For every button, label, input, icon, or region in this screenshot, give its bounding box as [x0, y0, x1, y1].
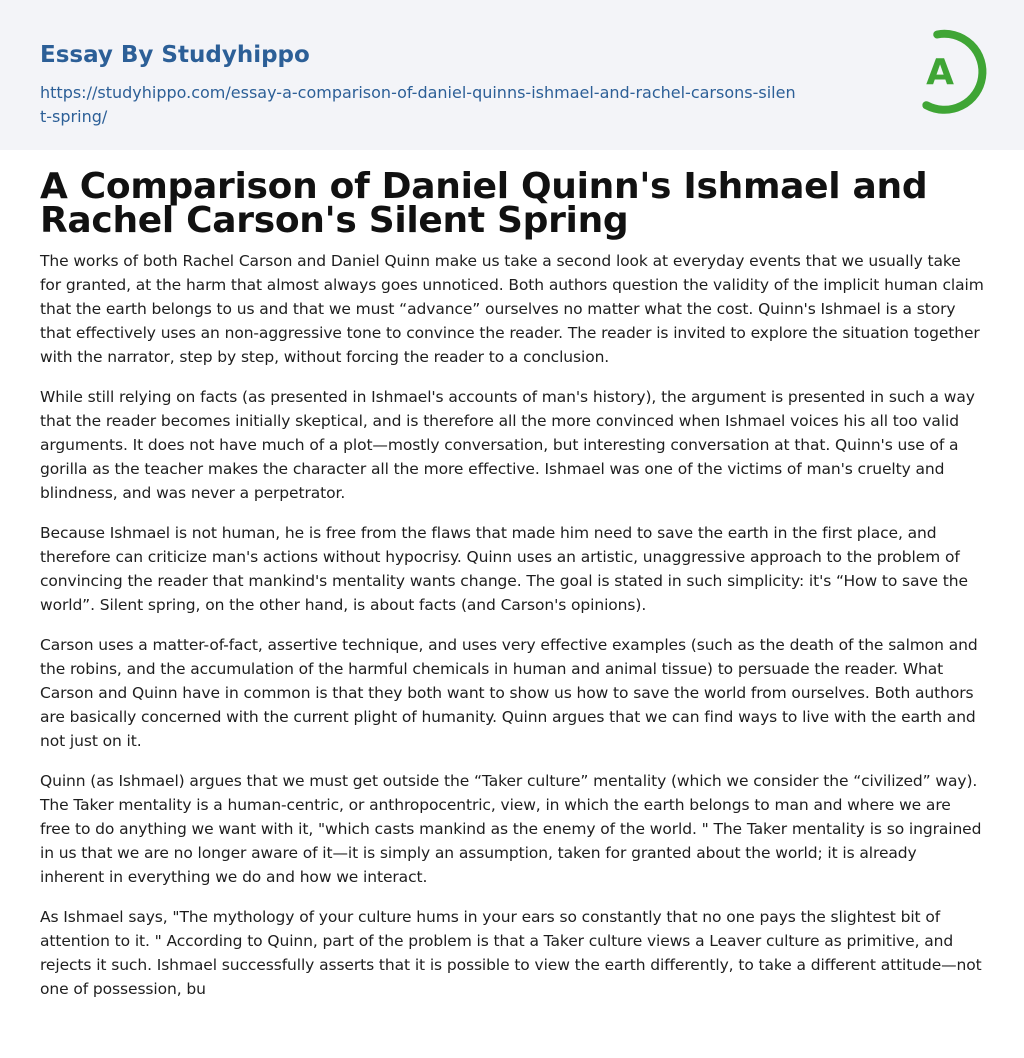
- essay-paragraph-4: Carson uses a matter-of-fact, assertive technique, and uses very effective examples (such as the death of the salmon and the robins, and the accumulation of the harmful chemicals in human and animal tissue) to persuade the reader. What Carson and Quinn have in common is that they both want to show us how to save the world from ourselves. Both authors are basically concerned with the current plight of humanity. Quinn argues that we can find ways to live with the earth and not just on it.: [40, 636, 978, 750]
- essay-url-link[interactable]: https://studyhippo.com/essay-a-comparison-of-daniel-quinns-ishmael-and-rachel-carsons-silent-spring/: [40, 83, 796, 126]
- essay-paragraph-6: As Ishmael says, "The mythology of your culture hums in your ears so constantly that no one pays the slightest bit of attention to it. " According to Quinn, part of the problem is that a Taker culture views a Leaver culture as primitive, and rejects it such. Ishmael successfully asserts that it is possible to view the earth differently, to take a different attitude—not one of possession, bu: [40, 908, 982, 998]
- essay-body: [40, 249, 985, 1017]
- studyhippo-logo-icon[interactable]: [904, 26, 990, 118]
- essay-paragraph-2: While still relying on facts (as presented in Ishmael's accounts of man's history), the argument is presented in such a way that the reader becomes initially skeptical, and is therefore all the more convinced when Ishmael voices his all too valid arguments. It does not have much of a plot—mostly conversation, but interesting conversation at that. Quinn's use of a gorilla as the teacher makes the character all the more effective. Ishmael was one of the victims of man's cruelty and blindness, and was never a perpetrator.: [40, 388, 975, 502]
- essay-paragraph-3: Because Ishmael is not human, he is free from the flaws that made him need to save the earth in the first place, and therefore can criticize man's actions without hypocrisy. Quinn uses an artistic, unaggressive approach to the problem of convincing the reader that mankind's mentality wants change. The goal is stated in such simplicity: it's “How to save the world”. Silent spring, on the other hand, is about facts (and Carson's opinions).: [40, 524, 968, 614]
- essay-paragraph-5: Quinn (as Ishmael) argues that we must get outside the “Taker culture” mentality (which we consider the “civilized” way). The Taker mentality is a human-centric, or anthropocentric, view, in which the earth belongs to man and where we are free to do anything we want with it, "which casts mankind as the enemy of the world. " The Taker mentality is so ingrained in us that we are no longer aware of it—it is simply an assumption, taken for granted about the world; it is already inherent in everything we do and how we interact.: [40, 772, 982, 886]
- site-brand[interactable]: Essay By Studyhippo: [40, 42, 310, 68]
- essay-paragraph-1: The works of both Rachel Carson and Daniel Quinn make us take a second look at everyday events that we usually take for granted, at the harm that almost always goes unnoticed. Both authors question the validity of the implicit human claim that the earth belongs to us and that we must “advance” ourselves no matter what the cost. Quinn's Ishmael is a story that effectively uses an non-aggressive tone to convince the reader. The reader is invited to explore the situation together with the narrator, step by step, without forcing the reader to a conclusion.: [40, 252, 984, 366]
- essay-title: A Comparison of Daniel Quinn's Ishmael and Rachel Carson's Silent Spring: [40, 166, 928, 241]
- site-header: [0, 0, 1024, 150]
- logo-letter: A: [926, 52, 954, 93]
